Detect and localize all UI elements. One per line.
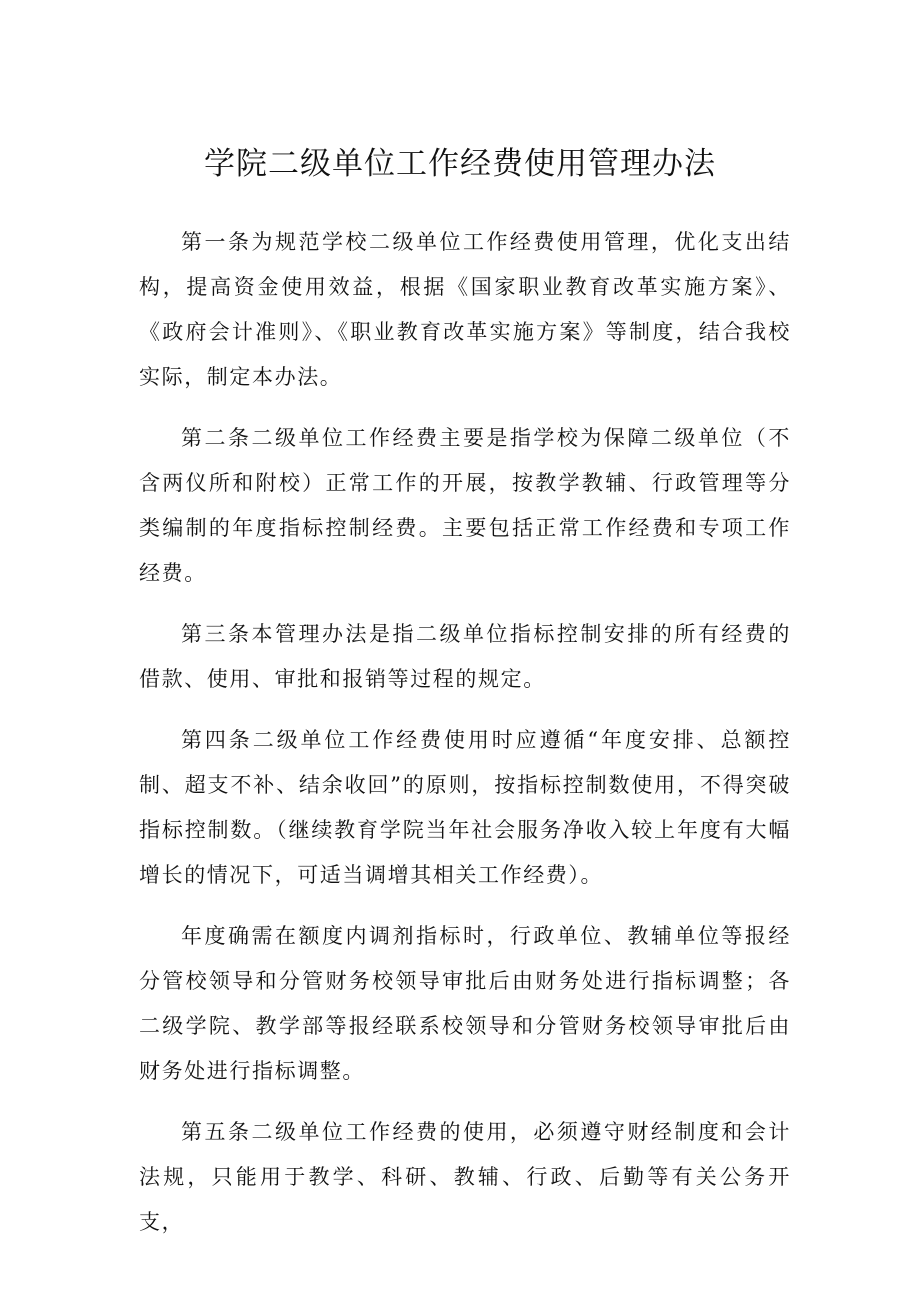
paragraph-article-5: 第五条二级单位工作经费的使用，必须遵守财经制度和会计法规，只能用于教学、科研、教辅、行政、后勤等有关公务开支， xyxy=(139,1120,791,1234)
document-body xyxy=(139,220,791,1261)
document-title: 学院二级单位工作经费使用管理办法 xyxy=(204,146,716,182)
paragraph-article-1: 第一条为规范学校二级单位工作经费使用管理，优化支出结构，提高资金使用效益，根据《国家职业教育改革实施方案》、《政府会计准则》、《职业教育改革实施方案》等制度，结合我校实际，制定本办法。 xyxy=(139,230,791,389)
paragraph-article-4: 第四条二级单位工作经费使用时应遵循“年度安排、总额控制、超支不补、结余收回”的原则，按指标控制数使用，不得突破指标控制数。（继续教育学院当年社会服务净收入较上年度有大幅增长的情况下，可适当调增其相关工作经费）。 xyxy=(139,728,791,887)
paragraph-article-4-adjustment: 年度确需在额度内调剂指标时，行政单位、教辅单位等报经分管校领导和分管财务校领导审批后由财务处进行指标调整；各二级学院、教学部等报经联系校领导和分管财务校领导审批后由财务处进行指标调整。 xyxy=(139,924,791,1083)
paragraph-article-2: 第二条二级单位工作经费主要是指学校为保障二级单位（不含两仪所和附校）正常工作的开展，按教学教辅、行政管理等分类编制的年度指标控制经费。主要包括正常工作经费和专项工作经费。 xyxy=(139,426,791,585)
paragraph-article-3: 第三条本管理办法是指二级单位指标控制安排的所有经费的借款、使用、审批和报销等过程的规定。 xyxy=(139,622,791,691)
